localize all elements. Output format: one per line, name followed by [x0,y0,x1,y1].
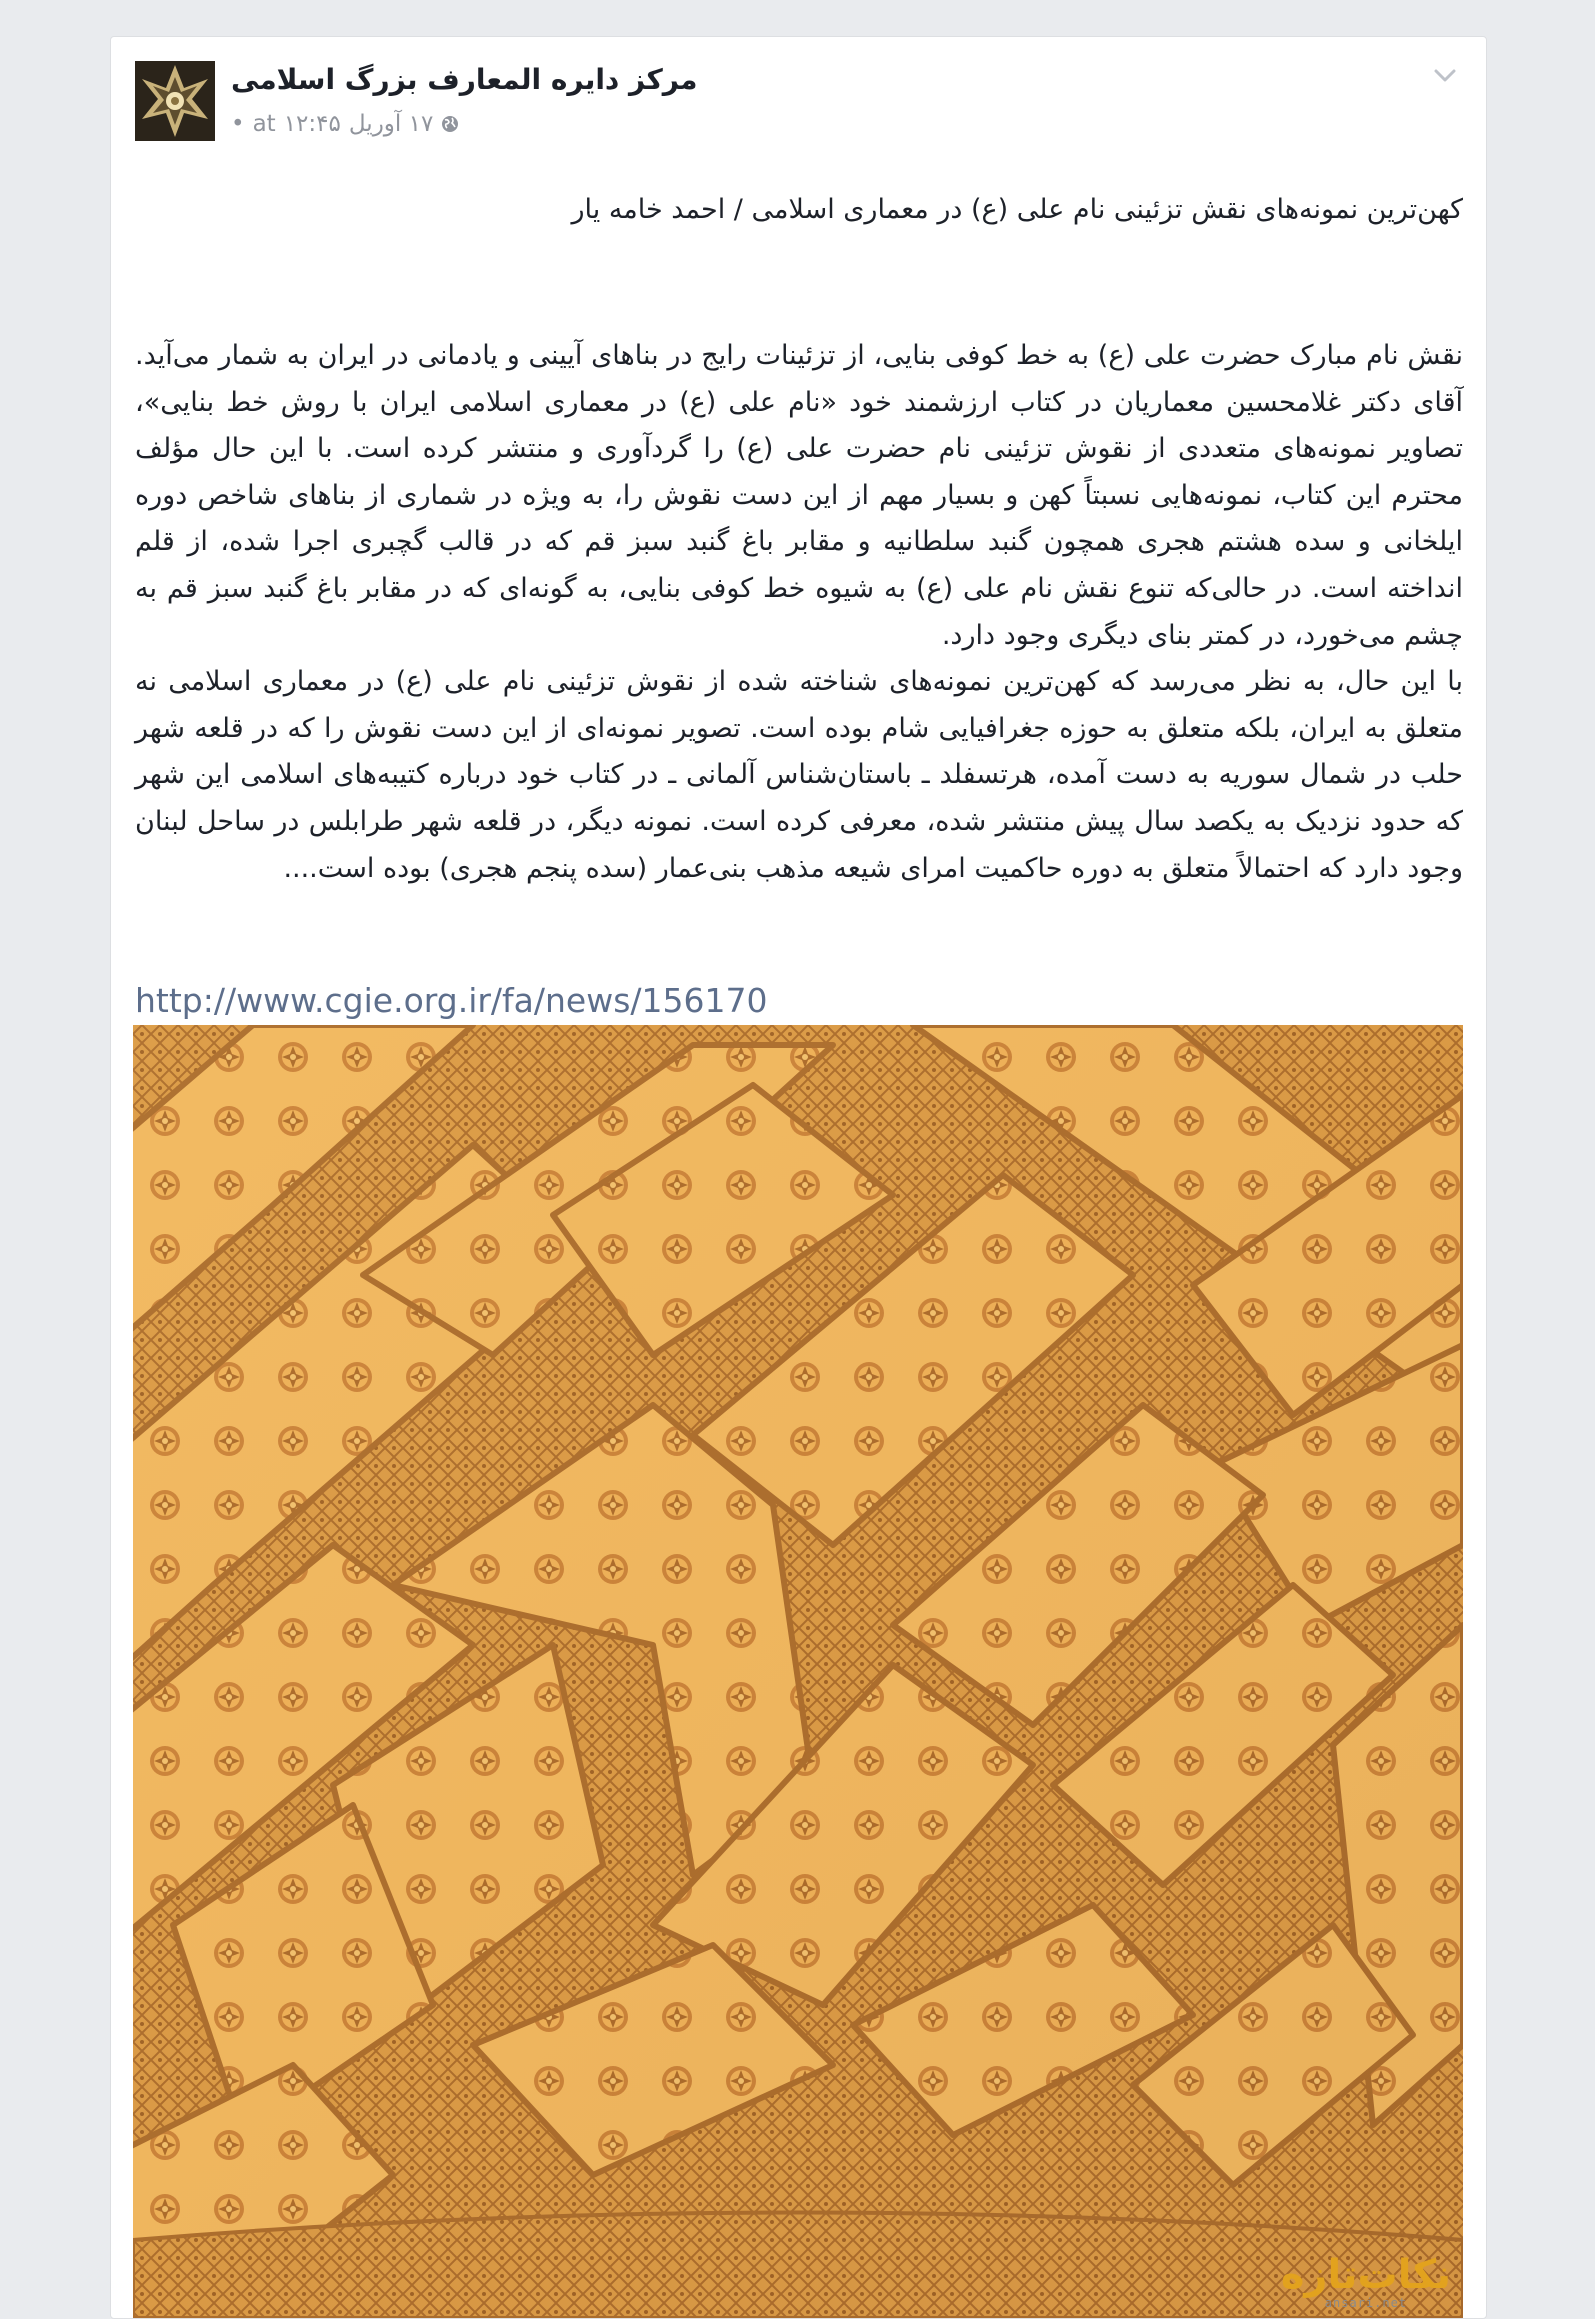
post-paragraph-2: با این حال، به نظر می‌رسد که کهن‌ترین نمونه‌های شناخته شده از نقوش تزئینی نام علی (ع) در معماری اسلامی نه متعلق به ایران، بلکه متعلق به حوزه جغرافیایی شام بوده است. تصویر نمونه‌ای از این دست نقوش را که در قلعه شهر حلب در شمال سوریه به دست آمده، هرتسفلد ـ باستان‌شناس آلمانی ـ در کتاب خود درباره کتیبه‌های اسلامی این شهر که حدود نزدیک به یکصد سال پیش منتشر شده، معرفی کرده است. نمونه دیگر، در قلعه شهر طرابلس در ساحل لبنان وجود دارد که احتمالاً متعلق به دوره حاکمیت امرای شیعه مذهب بنی‌عمار (سده پنجم هجری) بوده است.... [135,666,1463,884]
avatar[interactable] [135,61,215,141]
post-header [135,61,1415,147]
meta-separator: • [231,111,245,137]
news-link[interactable]: http://www.cgie.org.ir/fa/news/156170 [135,981,768,1020]
post-body [135,187,1463,892]
kufic-stucco-image [133,1025,1463,2318]
watermark-logo: نکات‌تازه [1280,2252,1451,2298]
post-title: کهن‌ترین نمونه‌های نقش تزئینی نام علی (ع) در معماری اسلامی / احمد خامه یار [571,194,1463,225]
at-label: at [252,111,276,137]
empty-line [135,233,1463,333]
post-paragraph-1: نقش نام مبارک حضرت علی (ع) به خط کوفی بنایی، از تزئینات رایج در بناهای آیینی و یادمانی در ایران به شمار می‌آید. آقای دکتر غلامحسین معماریان در کتاب ارزشمند خود «نام علی (ع) در معماری اسلامی ایران با روش خط بنایی»، تصاویر نمونه‌های متعددی از نقوش تزئینی نام حضرت علی (ع) را گردآوری و منتشر کرده است. با این حال مؤلف محترم این کتاب، نمونه‌هایی نسبتاً کهن و بسیار مهم از این دست نقوش را، به ویژه در شماری از بناهای شاخص دوره ایلخانی و سده هشتم هجری همچون گنبد سلطانیه و مقابر باغ گنبد سبز قم که در قالب گچبری اجرا شده، از قلم انداخته است. در حالی‌که تنوع نقش نام علی (ع) به شیوه خط کوفی بنایی، به گونه‌ای که در مقابر باغ گنبد سبز قم به چشم می‌خورد، در کمتر بنای دیگری وجود دارد. [135,340,1463,651]
watermark-url: ansari.net [1324,2296,1408,2310]
post-card [110,36,1487,2319]
star-emblem-icon [135,61,215,141]
chevron-down-icon[interactable] [1430,61,1460,91]
post-time[interactable]: ۱۲:۴۵ [283,111,341,137]
page-name[interactable]: مرکز دایره المعارف بزرگ اسلامی [231,63,698,96]
post-date[interactable]: ۱۷ آوریل [348,111,434,137]
globe-icon[interactable] [441,115,459,133]
watermark [1281,2254,1451,2310]
post-meta [231,111,459,137]
post-photo[interactable] [133,1025,1463,2318]
